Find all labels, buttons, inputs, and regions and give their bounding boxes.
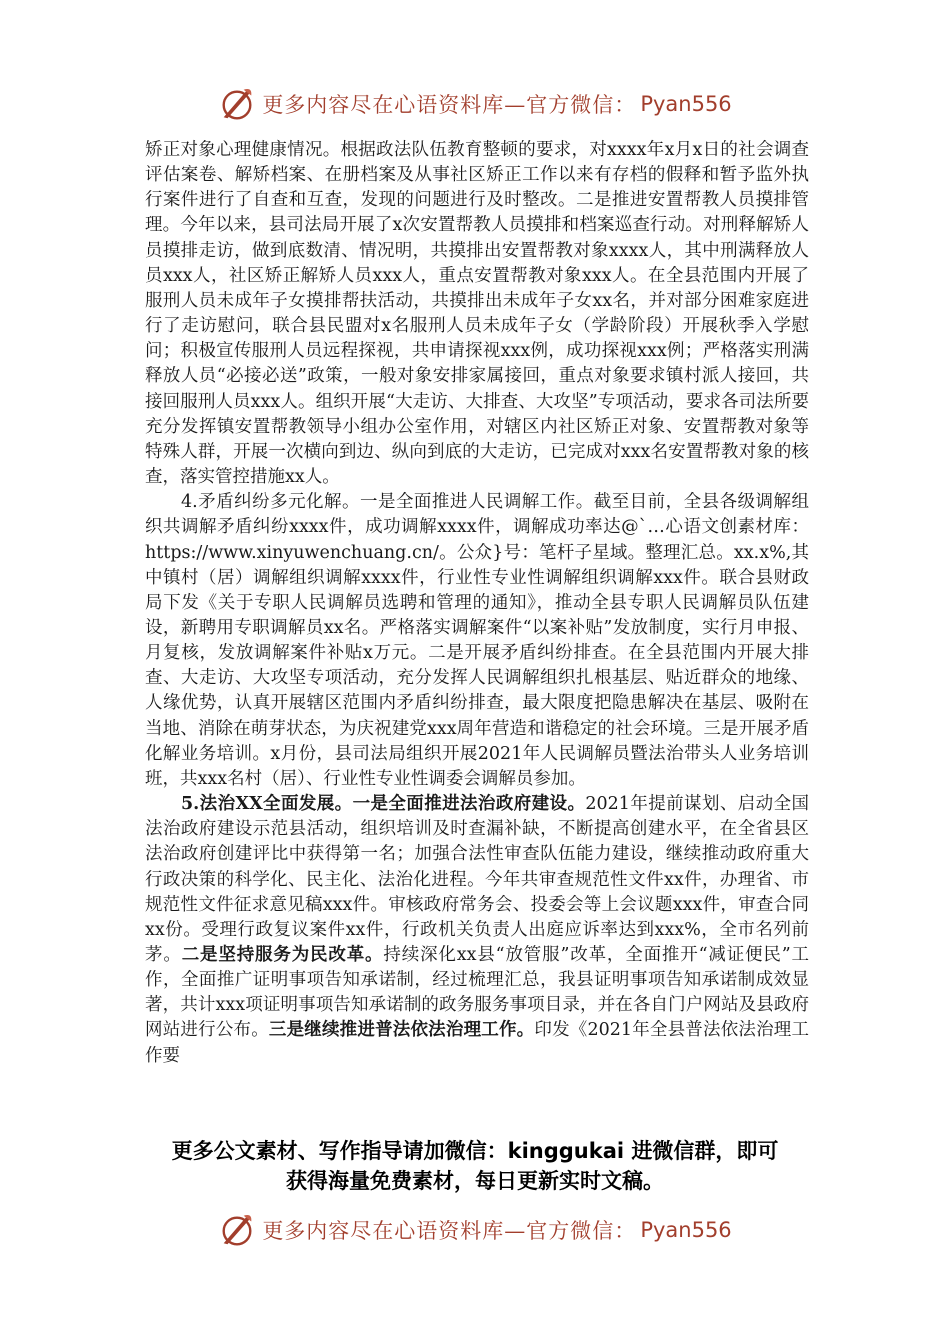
promo-line-1: 更多公文素材、写作指导请加微信：kinggukai 进微信群，即可: [171, 1139, 779, 1163]
footer-banner-text: 更多内容尽在心语资料库—官方微信：: [262, 1219, 637, 1243]
paragraph-3-text-1: 2021年提前谋划、启动全国法治政府建设示范县活动，组织培训及时查漏补缺，不断提高创建水平，在全省县区法治政府创建评比中获得第一名；加强合法性审查队伍能力建设，继续推动政府重大行政决策的科学化、民主化、法治化进程。今年共审查规范性文件xx件，办理省、市规范性文件征求意见稿xxx件。审核政府常务会、投委会等上会议题xxx件，审查合同xx份。受理行政复议案件xx件，行政机关负责人出庭应诉率达到xxx%，全市名列前茅。: [145, 794, 809, 965]
promo-line-2: 获得海量免费素材，每日更新实时文稿。: [286, 1169, 664, 1193]
footer-banner: [0, 1208, 950, 1252]
paragraph-3-heading: 5.法治XX全面发展。一是全面推进法治政府建设。: [181, 794, 586, 815]
paragraph-3-text-2: 持续深化xx县“放管服”改革，全面推开“减证便民”工作，全面推广证明事项告知承诺制，经过梳理汇总，我县证明事项告知承诺制成效显著，共计xxx项证明事项告知承诺制的政务服务事项目录，并在各自门户网站及县政府网站进行公布。: [145, 945, 810, 1041]
paragraph-2: 4.矛盾纠纷多元化解。一是全面推进人民调解工作。截至目前，全县各级调解组织共调解矛盾纠纷xxxx件，成功调解xxxx件，调解成功率达@`…心语文创素材库：https://www.xinyuwenchuang.cn/。公众}号：笔杆子星域。整理汇总。xx.x%,其中镇村（居）调解组织调解xxxx件，行业性专业性调解组织调解xxx件。联合县财政局下发《关于专职人民调解员选聘和管理的通知》，推动全县专职人民调解员队伍建设，新聘用专职调解员xx名。严格落实调解案件“以案补贴”发放制度，实行月申报、月复核，发放调解案件补贴x万元。二是开展矛盾纠纷排查。在全县范围内开展大排查、大走访、大攻坚专项活动，充分发挥人民调解组织扎根基层、贴近群众的地缘、人缘优势，认真开展辖区范围内矛盾纠纷排查，最大限度把隐患解决在基层、吸附在当地、消除在萌芽状态，为庆祝建党xxx周年营造和谐稳定的社会环境。三是开展矛盾化解业务培训。x月份，县司法局组织开展2021年人民调解员暨法治带头人业务培训班，共xxx名村（居）、行业性专业性调委会调解员参加。: [145, 492, 809, 789]
paragraph-3-subheading-2: 二是坚持服务为民改革。: [181, 945, 384, 965]
header-banner: [0, 82, 950, 126]
paragraph-3-text-3: 印发《2021年全县普法依法治理工作要: [145, 1020, 809, 1066]
quill-circle-icon: [218, 85, 256, 123]
header-banner-text: 更多内容尽在心语资料库—官方微信：: [262, 93, 637, 117]
promo-notice: [120, 1136, 830, 1196]
footer-banner-wechat: Pyan556: [640, 1218, 732, 1242]
header-banner-wechat: Pyan556: [640, 92, 732, 116]
paragraph-1: 矫正对象心理健康情况。根据政法队伍教育整顿的要求，对xxxx年x月x日的社会调查评估案卷、解矫档案、在册档案及从事社区矫正工作以来有存档的假释和暂予监外执行案件进行了自查和互查，发现的问题进行及时整改。二是推进安置帮教人员摸排管理。今年以来，县司法局开展了x次安置帮教人员摸排和档案巡查行动。对刑释解矫人员摸排走访，做到底数清、情况明，共摸排出安置帮教对象xxxx人，其中刑满释放人员xxx人，社区矫正解矫人员xxx人，重点安置帮教对象xxx人。在全县范围内开展了服刑人员未成年子女摸排帮扶活动，共摸排出未成年子女xx名，并对部分困难家庭进行了走访慰问，联合县民盟对x名服刑人员未成年子女（学龄阶段）开展秋季入学慰问；积极宣传服刑人员远程探视，共申请探视xxx例，成功探视xxx例；严格落实刑满释放人员“必接必送”政策，一般对象安排家属接回，重点对象要求镇村派人接回，共接回服刑人员xxx人。组织开展“大走访、大排查、大攻坚”专项活动，要求各司法所要充分发挥镇安置帮教领导小组办公室作用，对辖区内社区矫正对象、安置帮教对象等特殊人群，开展一次横向到边、纵向到底的大走访，已完成对xxx名安置帮教对象的核查，落实管控措施xx人。: [145, 140, 809, 488]
paragraph-3: [145, 792, 809, 1069]
document-body: [145, 138, 809, 1069]
paragraph-3-subheading-3: 三是继续推进普法依法治理工作。: [268, 1020, 535, 1041]
quill-circle-icon: [218, 1211, 256, 1249]
